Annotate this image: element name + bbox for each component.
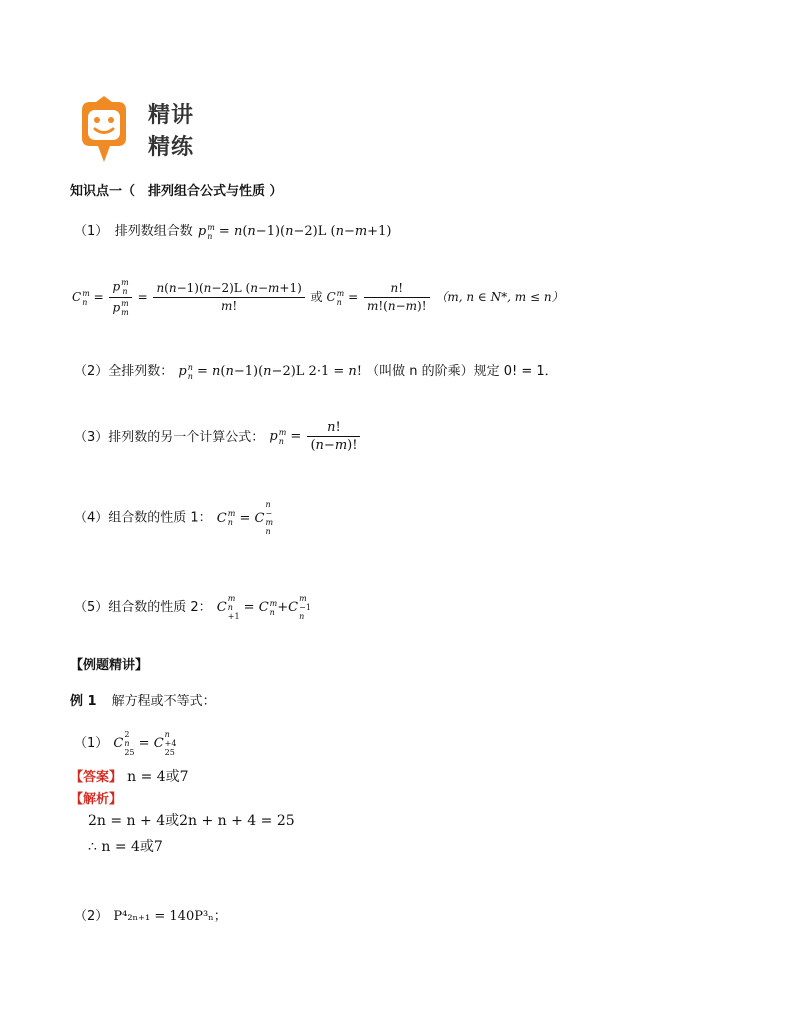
item4-formula: C m n = C n − m n bbox=[216, 500, 274, 536]
item4-label: （4）组合数的性质 1： bbox=[74, 510, 212, 526]
q2-row bbox=[74, 905, 227, 924]
example1-text: 解方程或不等式： bbox=[111, 694, 216, 709]
answer-row bbox=[70, 766, 189, 786]
item5-label: （5）组合数的性质 2： bbox=[74, 600, 212, 615]
examples-header: 【例题精讲】 bbox=[70, 658, 149, 673]
q2-label: （2） bbox=[74, 909, 109, 924]
item3-row bbox=[74, 420, 362, 453]
analysis-tag: 【解析】 bbox=[70, 792, 123, 807]
analysis-line1: 2n = n + 4或2n + n + 4 = 25 bbox=[88, 813, 295, 829]
item4-row bbox=[74, 500, 273, 536]
q1-formula: C 2 n 25 = C n +4 25 bbox=[113, 730, 177, 757]
logo-text-2: 精练 bbox=[148, 135, 195, 160]
logo bbox=[72, 96, 136, 166]
item5-row bbox=[74, 594, 311, 621]
item2-formula: p n n = n(n−1)(n−2)L 2·1 = n! bbox=[178, 362, 367, 381]
example1-row bbox=[70, 690, 216, 709]
item3-formula: p m n = $\frac{n!}{(n-m)!}$ bbox=[269, 429, 362, 444]
logo-text-1: 精讲 bbox=[148, 103, 195, 128]
or-text: 或 bbox=[310, 290, 323, 304]
q1-row bbox=[74, 730, 176, 757]
item2-row bbox=[74, 360, 558, 381]
item1-label: （1） 排列数组合数 bbox=[74, 224, 193, 239]
item3-label: （3）排列数的另一个计算公式： bbox=[74, 430, 265, 445]
item5-formula: C m n +1 = C m n +C m −1 n bbox=[216, 594, 311, 621]
answer-tag: 【答案】 bbox=[70, 770, 123, 785]
combination-formula: C m n = p m n p m m = $\frac{n(n-1)(n-2)L (n-m+1)}{m!}$ 或 C m n = $\frac{n!}{m!(n-m)!}$ （m, n ∈ N*, m ≤ n） bbox=[72, 278, 564, 317]
answer-text: n = 4或7 bbox=[127, 769, 189, 785]
analysis-line2: ∴ n = 4或7 bbox=[88, 839, 163, 855]
item1-row bbox=[74, 220, 391, 241]
q1-label: （1） bbox=[74, 736, 109, 751]
item2-label: （2）全排列数： bbox=[74, 364, 174, 379]
item2-note: （叫做 n 的阶乘）规定 0! = 1． bbox=[366, 364, 558, 379]
condition-text: （m, n ∈ N*, m ≤ n） bbox=[435, 290, 564, 304]
example1-title: 例 1 bbox=[70, 694, 97, 709]
robot-chat-icon bbox=[72, 96, 136, 166]
q2-formula: P⁴₂ₙ₊₁ = 140P³ₙ； bbox=[113, 909, 227, 924]
item1-formula: p m n = n(n−1)(n−2)L (n−m+1) bbox=[197, 222, 392, 241]
section-title: 知识点一（ 排列组合公式与性质 ） bbox=[70, 184, 283, 199]
